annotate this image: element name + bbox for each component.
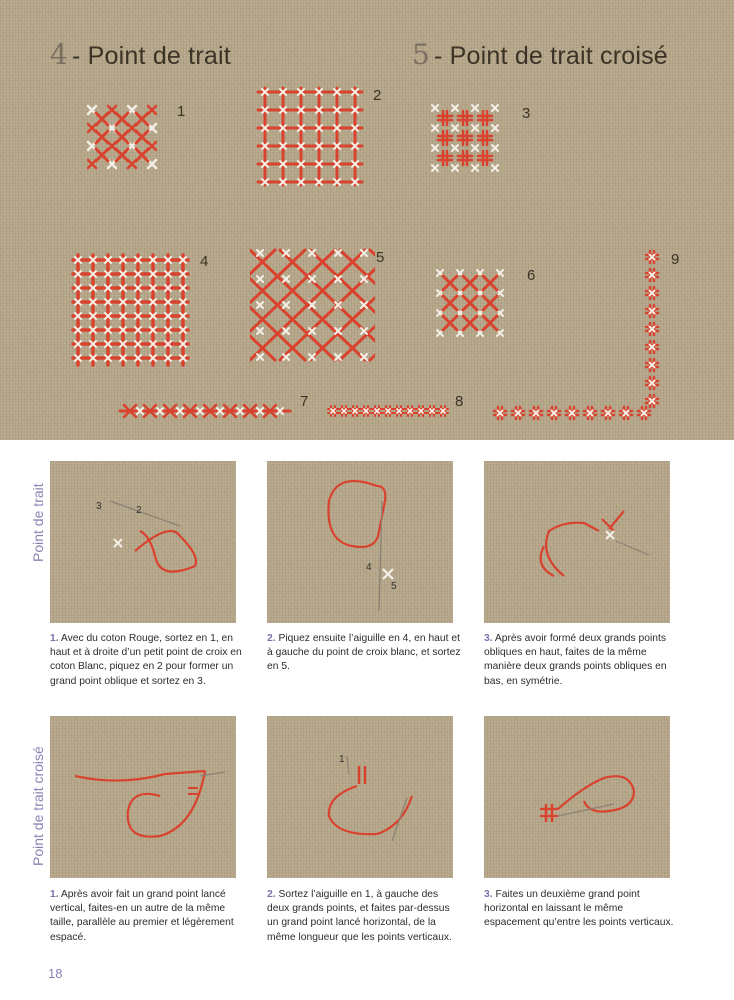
photo-label-1: 1 <box>339 754 345 765</box>
photo-label-2: 2 <box>136 505 142 516</box>
caption-1-1-text: Avec du coton Rouge, sortez en 1, en haut et à droite d’un petit point de croix en coton Blanc, piquez en 2 pour former un grand point oblique et sortez en 3. <box>50 633 242 687</box>
caption-1-3-num: 3. <box>484 633 493 644</box>
caption-2-3 <box>484 888 680 931</box>
title-right-text: - Point de trait croisé <box>434 42 668 70</box>
stitch-sample-9 <box>480 245 670 425</box>
step-photo-1-2 <box>267 461 453 623</box>
title-point-de-trait-croise <box>412 38 668 71</box>
section-label-point-de-trait: Point de trait <box>30 483 46 562</box>
sample-number-5: 5 <box>376 249 385 266</box>
step-photo-2-1 <box>50 716 236 878</box>
step-photo-2-3 <box>484 716 670 878</box>
caption-2-2 <box>267 888 463 945</box>
step-photo-2-2 <box>267 716 453 878</box>
caption-1-2-text: Piquez ensuite l’aiguille en 4, en haut et à gauche du point de croix blanc, et sortez en 5. <box>267 633 461 673</box>
page-number: 18 <box>48 966 63 981</box>
sample-number-9: 9 <box>671 251 680 268</box>
caption-2-3-num: 3. <box>484 889 493 900</box>
caption-1-2 <box>267 632 463 675</box>
title-left-text: - Point de trait <box>72 42 231 70</box>
stitch-sample-2 <box>250 80 370 195</box>
caption-1-3-text: Après avoir formé deux grands points obliques en haut, faites de la même manière deux grands points obliques en bas, en symétrie. <box>484 633 667 687</box>
photo-label-5: 5 <box>391 581 397 592</box>
caption-1-3 <box>484 632 680 689</box>
section-label-point-de-trait-croise: Point de trait croisé <box>30 746 46 866</box>
step-photo-1-3 <box>484 461 670 623</box>
title-left-number: 4 <box>50 38 69 71</box>
caption-1-2-num: 2. <box>267 633 276 644</box>
stitch-sample-1 <box>80 100 170 180</box>
caption-2-3-text: Faites un deuxième grand point horizontal en laissant le même espacement qu’entre les points verticaux. <box>484 889 674 929</box>
caption-2-1 <box>50 888 246 945</box>
sample-number-7: 7 <box>300 393 309 410</box>
photo-label-4: 4 <box>366 562 372 573</box>
sampler-photo <box>0 0 734 440</box>
step-photo-1-1 <box>50 461 236 623</box>
caption-2-2-text: Sortez l’aiguille en 1, à gauche des deux grands points, et faites par-dessus un grand point lancé horizontal, de la même longueur que les points verticaux. <box>267 889 452 943</box>
sample-number-1: 1 <box>177 103 186 120</box>
sample-number-2: 2 <box>373 87 382 104</box>
stitch-sample-8 <box>325 400 450 422</box>
sample-number-6: 6 <box>527 267 536 284</box>
title-point-de-trait <box>50 38 231 71</box>
caption-1-1-num: 1. <box>50 633 59 644</box>
sample-number-3: 3 <box>522 105 531 122</box>
caption-2-1-num: 1. <box>50 889 59 900</box>
stitch-sample-5 <box>250 245 375 365</box>
stitch-sample-4 <box>68 250 193 370</box>
photo-label-3: 3 <box>96 501 102 512</box>
stitch-sample-7 <box>115 395 295 425</box>
caption-2-1-text: Après avoir fait un grand point lancé vertical, faites-en un autre de la même taille, parallèle au premier et légèrement espacé. <box>50 889 234 943</box>
caption-1-1 <box>50 632 246 689</box>
sample-number-4: 4 <box>200 253 209 270</box>
stitch-sample-3 <box>425 100 510 180</box>
sample-number-8: 8 <box>455 393 464 410</box>
caption-2-2-num: 2. <box>267 889 276 900</box>
title-right-number: 5 <box>412 38 431 71</box>
